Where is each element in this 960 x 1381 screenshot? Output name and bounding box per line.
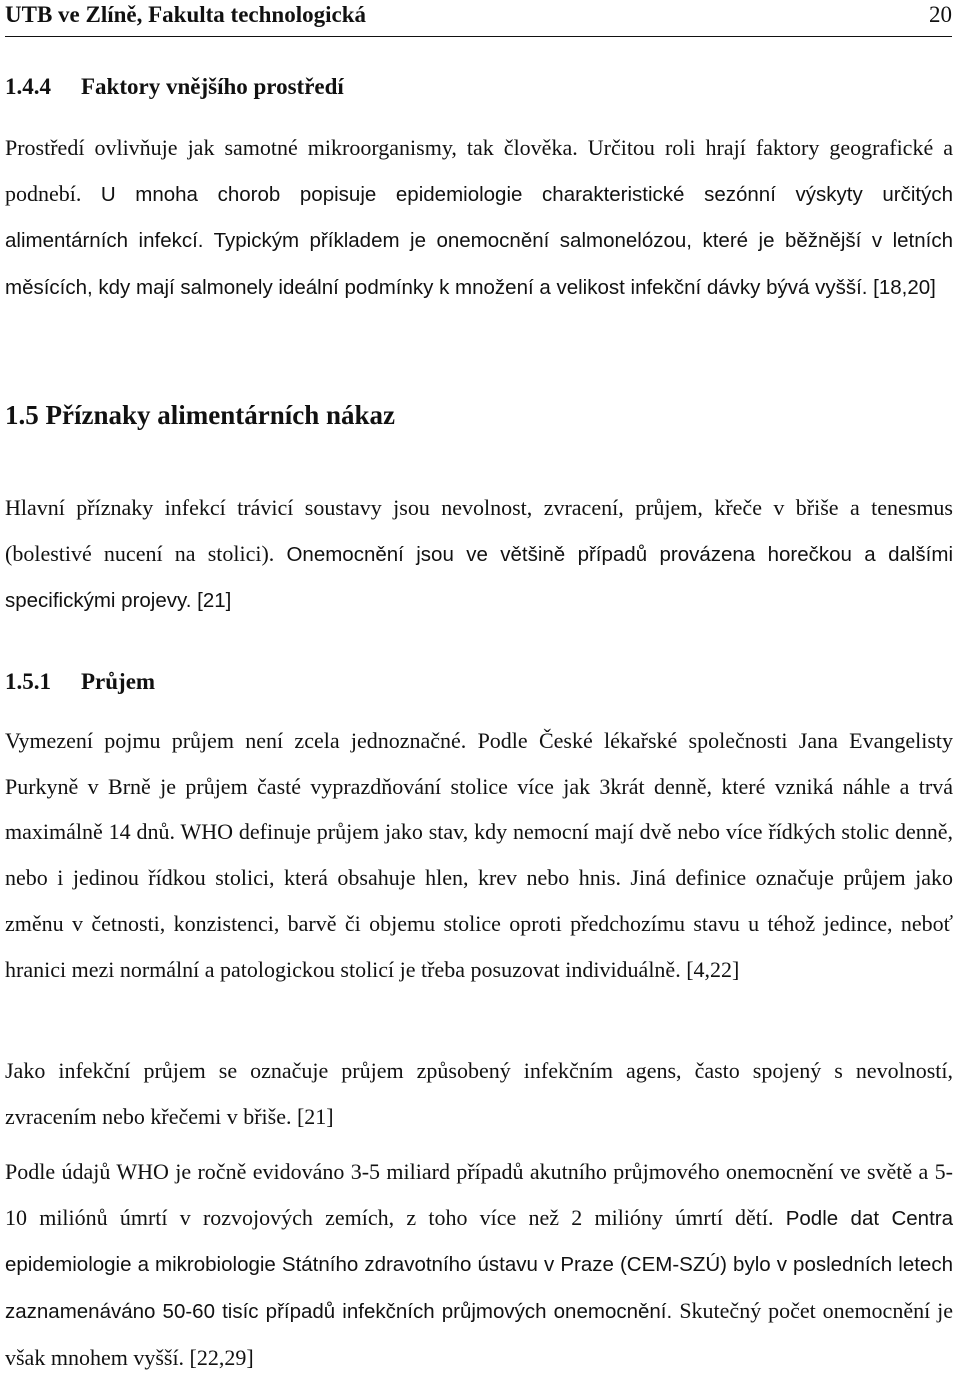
header-rule	[5, 36, 952, 37]
page-number: 20	[929, 2, 952, 27]
heading-title: Faktory vnějšího prostředí	[81, 74, 344, 99]
heading-number: 1.4.4	[5, 74, 51, 99]
paragraph-infectious-diarrhea: Jako infekční průjem se označuje průjem způsobený infekčním agens, často spojený s nevolností, zvracením nebo křečemi v břiše. [21]	[5, 1058, 953, 1129]
header-title: UTB ve Zlíně, Fakulta technologická	[5, 2, 366, 27]
paragraph-environment	[5, 125, 953, 311]
paragraph-part: U mnoha chorob popisuje epidemiologie charakteristické sezónní výskyty určitých alimentárních infekcí. Typickým příkladem je onemocnění salmonelózou, které je běžnější v letních měsících, kdy mají salmonely ideální podmínky k množení a velikost infekční dávky bývá vyšší. [18,20]	[5, 182, 953, 300]
paragraph-part: Onemocnění jsou ve většině případů provázena horečkou a dalšími specifickými projevy. [21]	[5, 542, 953, 613]
running-header	[5, 2, 952, 32]
paragraph-statistics	[5, 1149, 953, 1381]
heading-1-5-1	[5, 669, 155, 695]
paragraph-part: Skutečný počet onemocnění je však mnohem vyšší. [22,29]	[5, 1298, 953, 1370]
paragraph-part: Podle údajů WHO je ročně evidováno 3-5 miliard případů akutního průjmového onemocnění ve světě a 5-10 miliónů úmrtí v rozvojových zemích, z toho více než 2 milióny úmrtí dětí.	[5, 1159, 953, 1230]
paragraph-diarrhea-definition: Vymezení pojmu průjem není zcela jednoznačné. Podle České lékařské společnosti Jana Evangelisty Purkyně v Brně je průjem časté vyprazdňování stolice více jak 3krát denně, které vzniká náhle a trvá maximálně 14 dnů. WHO definuje průjem jako stav, kdy nemocní mají dvě nebo více řídkých stolic denně, nebo i jedinou řídkou stolici, která obsahuje hlen, krev nebo hnis. Jiná definice označuje průjem jako změnu v četnosti, konzistenci, barvě či objemu stolice oproti předchozímu stavu u téhož jedince, neboť hranici mezi normální a patologickou stolicí je třeba posuzovat individuálně. [4,22]	[5, 728, 953, 982]
paragraph-part: Hlavní příznaky infekcí trávicí soustavy jsou nevolnost, zvracení, průjem, křeče v břiše a tenesmus (bolestivé nucení na stolici).	[5, 495, 953, 566]
heading-1-4-4	[5, 74, 344, 100]
heading-title: Průjem	[81, 669, 156, 694]
paragraph-symptoms	[5, 485, 953, 624]
paragraph-part: Prostředí ovlivňuje jak samotné mikroorganismy, tak člověka. Určitou roli hrají faktory geografické a podnebí.	[5, 135, 953, 206]
heading-1-5: 1.5 Příznaky alimentárních nákaz	[5, 400, 395, 430]
paragraph-part: Podle dat Centra epidemiologie a mikrobiologie Státního zdravotního ústavu v Praze (CEM-SZÚ) bylo v posledních letech zaznamenáváno 50-60 tisíc případů infekčních průjmových onemocnění.	[5, 1206, 953, 1324]
heading-number: 1.5.1	[5, 669, 51, 694]
